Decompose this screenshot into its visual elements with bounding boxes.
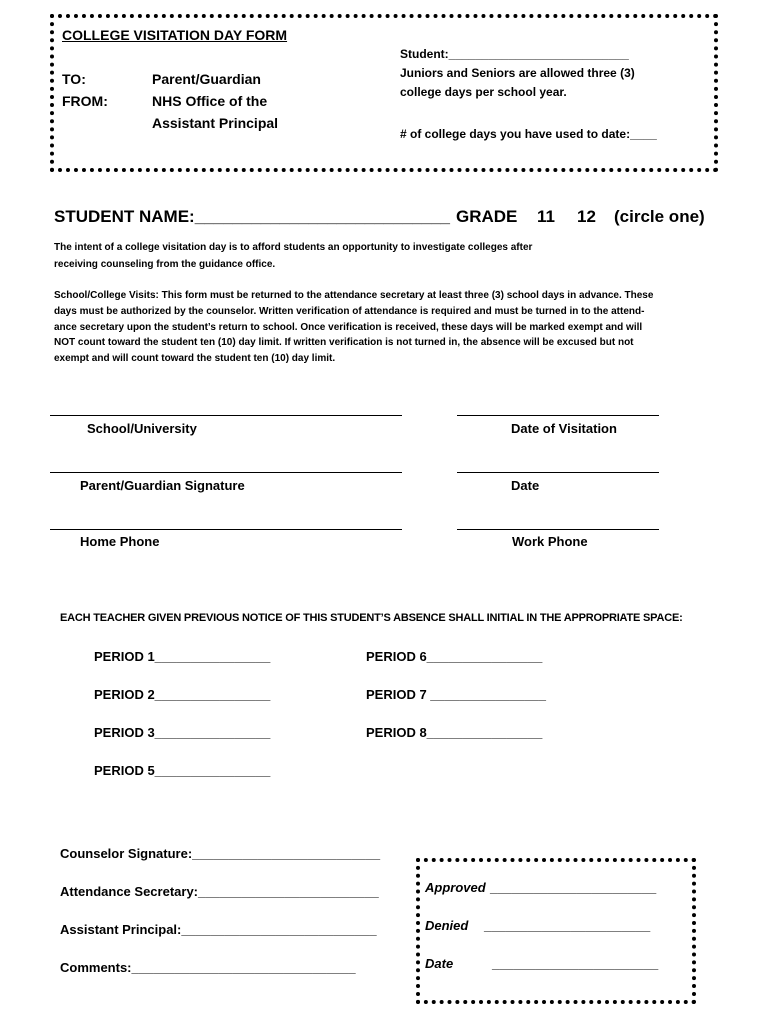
grade-label: GRADE (456, 207, 518, 226)
denied-label: Denied (425, 918, 469, 933)
rules-line3: ance secretary upon the student’s return to school. Once verification is received, these days will be marked exempt and will (54, 322, 643, 333)
from-value-line1: NHS Office of the (152, 93, 268, 109)
approved-line[interactable]: _______________________ (490, 880, 657, 895)
rules-line2: days must be authorized by the counselor. Written verification of attendance is required and must be turned in to the attend- (54, 306, 645, 317)
rules-line4: NOT count toward the student ten (10) day limit. If written verification is not turned in, the absence will be excused but not (54, 337, 634, 348)
from-value-line2: Assistant Principal (152, 115, 279, 131)
to-label: TO: (62, 71, 86, 87)
comments-field[interactable]: Comments:_______________________________ (60, 960, 356, 975)
home-phone-label: Home Phone (80, 534, 160, 549)
student-name-field[interactable]: STUDENT NAME:___________________________ (54, 207, 450, 226)
work-phone-line[interactable] (457, 529, 659, 530)
days-used-field[interactable]: # of college days you have used to date:____ (400, 127, 657, 141)
counselor-sig-field[interactable]: Counselor Signature:__________________________ (60, 846, 381, 861)
teacher-notice: EACH TEACHER GIVEN PREVIOUS NOTICE OF THIS STUDENT’S ABSENCE SHALL INITIAL IN THE APPROPRIATE SPACE: (60, 612, 683, 624)
work-phone-label: Work Phone (512, 534, 588, 549)
home-phone-line[interactable] (50, 529, 402, 530)
date-visit-line[interactable] (457, 415, 659, 416)
to-value: Parent/Guardian (152, 71, 261, 87)
rules-line1: School/College Visits: This form must be returned to the attendance secretary at least three (3) school days in advance. These (54, 290, 654, 301)
attendance-sec-field[interactable]: Attendance Secretary:_________________________ (60, 884, 379, 899)
assistant-principal-field[interactable]: Assistant Principal:___________________________ (60, 922, 377, 937)
student-field[interactable]: Student:___________________________ (400, 47, 629, 61)
allowance-line1: Juniors and Seniors are allowed three (3) (400, 66, 635, 80)
date-line[interactable] (457, 472, 659, 473)
form-title: COLLEGE VISITATION DAY FORM (62, 27, 288, 43)
approval-date-line[interactable]: _______________________ (492, 956, 659, 971)
approved-label: Approved (425, 880, 486, 895)
intro-line1: The intent of a college visitation day is to afford students an opportunity to investigate colleges after (54, 242, 533, 253)
school-line[interactable] (50, 415, 402, 416)
period-2-field[interactable]: PERIOD 2________________ (94, 687, 271, 702)
intro-line2: receiving counseling from the guidance office. (54, 259, 276, 270)
date-visit-label: Date of Visitation (511, 421, 617, 436)
period-7-field[interactable]: PERIOD 7 ________________ (366, 687, 546, 702)
period-6-field[interactable]: PERIOD 6________________ (366, 649, 543, 664)
grade-11-option[interactable]: 11 (537, 207, 555, 226)
rules-line5: exempt and will count toward the student ten (10) day limit. (54, 353, 336, 364)
circle-one-note: (circle one) (614, 207, 705, 226)
parent-sig-label: Parent/Guardian Signature (80, 478, 245, 493)
parent-sig-line[interactable] (50, 472, 402, 473)
date-label: Date (511, 478, 540, 493)
period-5-field[interactable]: PERIOD 5________________ (94, 763, 271, 778)
period-1-field[interactable]: PERIOD 1________________ (94, 649, 271, 664)
grade-12-option[interactable]: 12 (577, 207, 596, 226)
period-3-field[interactable]: PERIOD 3________________ (94, 725, 271, 740)
denied-line[interactable]: _______________________ (484, 918, 651, 933)
from-label: FROM: (62, 93, 108, 109)
approval-date-label: Date (425, 956, 454, 971)
allowance-line2: college days per school year. (400, 85, 567, 99)
period-8-field[interactable]: PERIOD 8________________ (366, 725, 543, 740)
school-label: School/University (87, 421, 197, 436)
